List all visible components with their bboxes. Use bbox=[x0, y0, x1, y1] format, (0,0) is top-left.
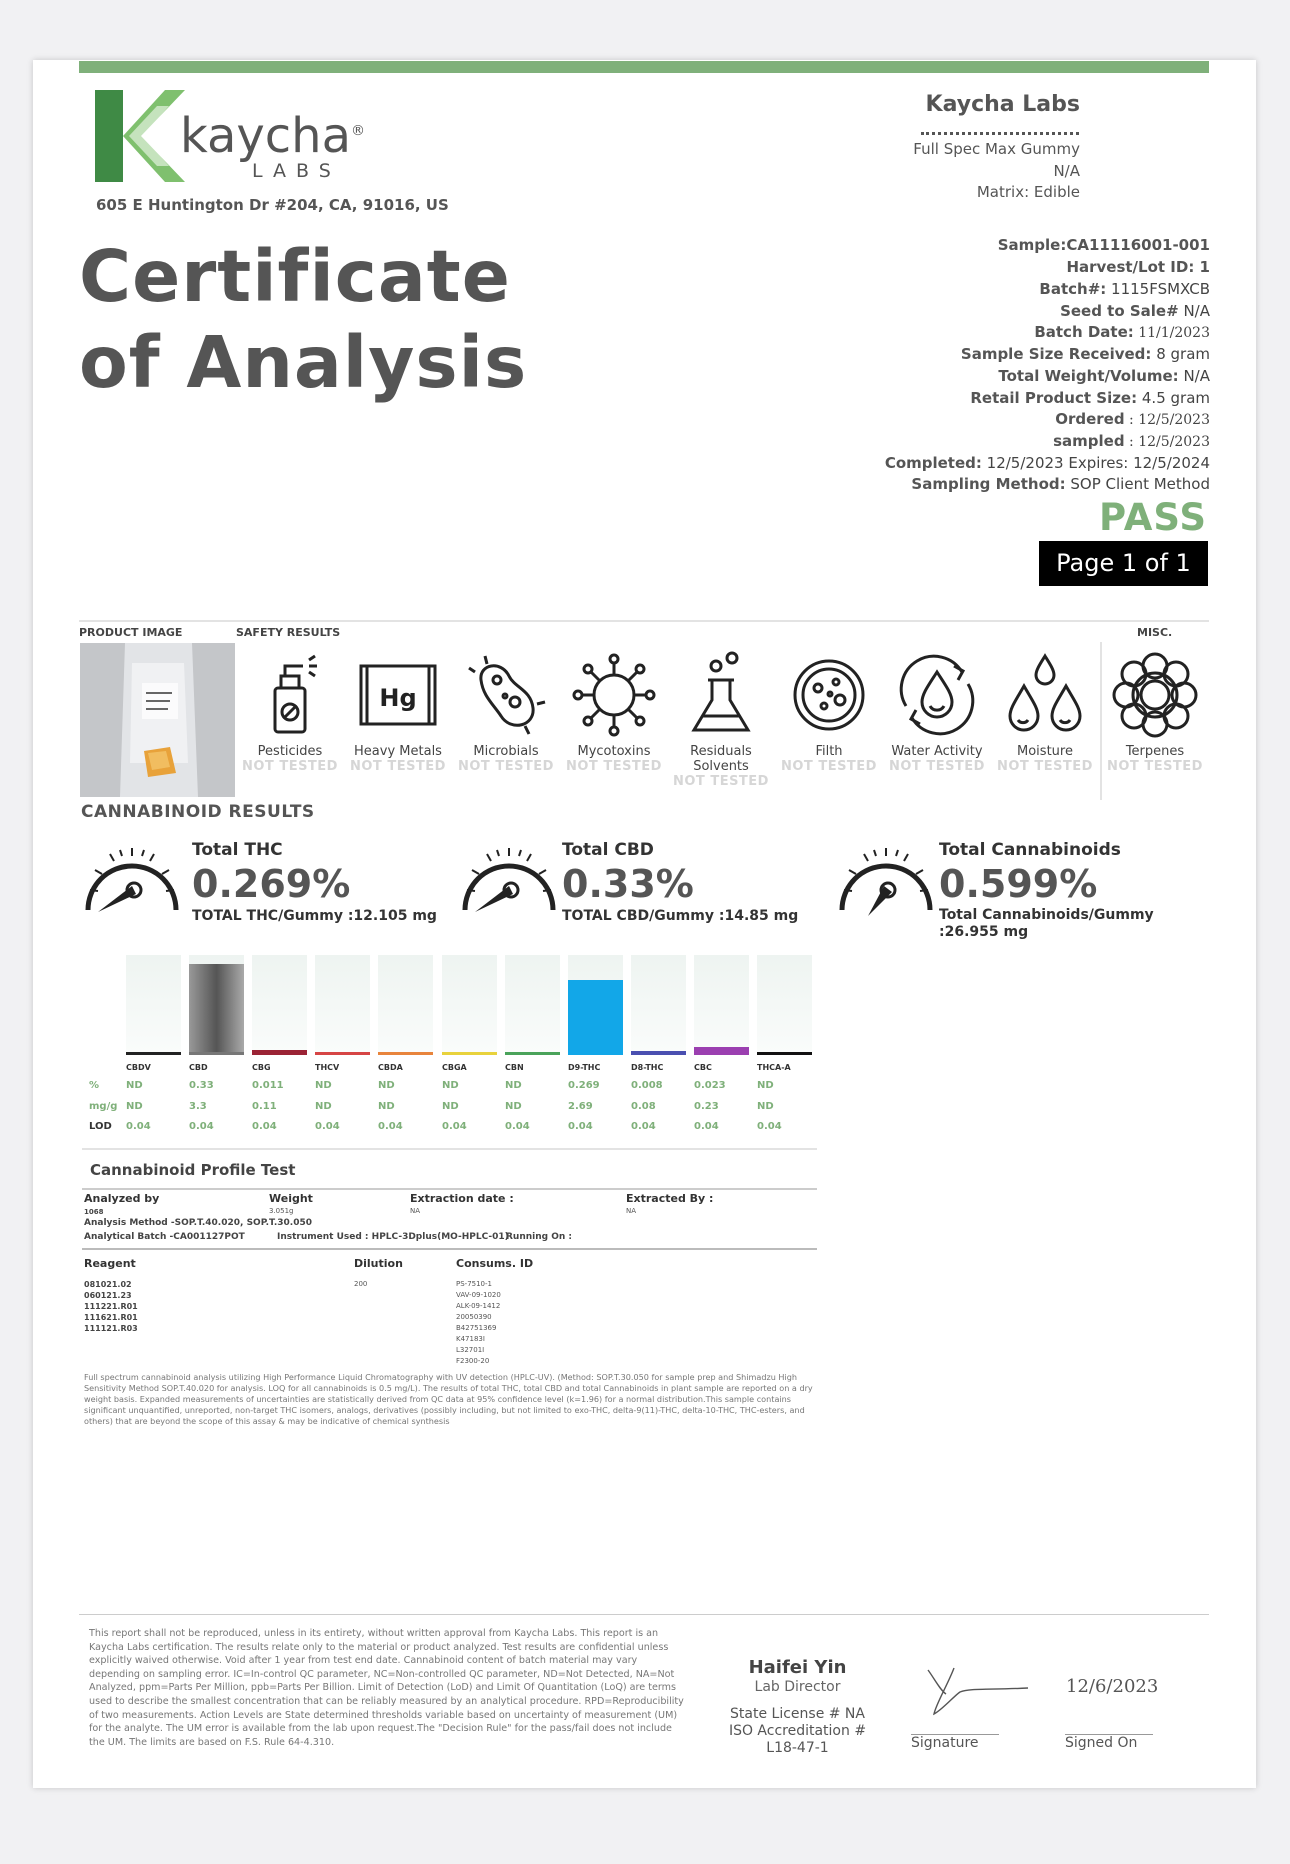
microbe-icon bbox=[461, 650, 551, 740]
value-cell-percent: 0.023 bbox=[694, 1080, 726, 1091]
safety-label: Filth bbox=[815, 744, 843, 759]
meta-value: 8 gram bbox=[1151, 345, 1210, 363]
droplets-icon bbox=[1000, 650, 1090, 740]
bar-column bbox=[757, 955, 812, 1053]
value-cell-mg-per-g: ND bbox=[378, 1101, 395, 1112]
value-cell-mg-per-g: ND bbox=[757, 1101, 774, 1112]
value-cell-mg-per-g: 0.23 bbox=[694, 1101, 719, 1112]
bar-column bbox=[189, 955, 244, 1053]
value-cell-mg-per-g: 3.3 bbox=[189, 1101, 207, 1112]
signature-image bbox=[920, 1660, 1030, 1720]
bar-column bbox=[442, 955, 497, 1053]
meta-label: Ordered bbox=[1055, 410, 1125, 428]
disclaimer-text: This report shall not be reproduced, unless in its entirety, without written approval from Kaycha Labs. This report is an Kaycha Labs certification. The results relate only to the material or product analyzed. Test results are confidential unless explicitly waived otherwise. Void after 1 year from test end date. Cannabinoid content of batch material may vary depending on sampling error. IC=In-control QC parameter, NC=Non-controlled QC parameter, ND=Not Detected, NA=Not Analyzed, ppm=Parts Per Million, ppb=Parts Per Billion. Limit of Detection (LoD) and Limit Of Quantitation (LoQ) are terms used to describe the smallest concentration that can be reliably measured by an analytical procedure. RPD=Reproducibility of two measurements. Action Levels are State determined thresholds variable based on uncertainty of measurement (UM) for the analyte. The UM error is available from the lab upon request.The "Decision Rule" for the pass/fail does not include the UM. The limits are based on F.S. Rule 64-4.310. bbox=[89, 1628, 684, 1748]
meta-row bbox=[1053, 432, 1210, 450]
analytical-batch: Analytical Batch -CA001127POT bbox=[84, 1232, 245, 1242]
value-cell-mg-per-g: ND bbox=[126, 1101, 143, 1112]
safety-status: NOT TESTED bbox=[1107, 759, 1203, 774]
safety-item bbox=[1105, 650, 1205, 775]
page-indicator: Page 1 of 1 bbox=[1039, 541, 1208, 586]
value-cell-percent: ND bbox=[442, 1080, 459, 1091]
meta-label: Sample:CA11116001-001 bbox=[997, 236, 1210, 254]
meta-row bbox=[961, 345, 1210, 363]
weight-value: 3.051g bbox=[269, 1207, 294, 1215]
safety-label: Pesticides bbox=[257, 744, 323, 759]
safety-label: Microbials bbox=[473, 744, 539, 759]
value-cell-percent: ND bbox=[505, 1080, 522, 1091]
value-cell-lod: 0.04 bbox=[126, 1121, 151, 1132]
meta-value: 4.5 gram bbox=[1137, 389, 1210, 407]
value-cell-lod: 0.04 bbox=[694, 1121, 719, 1132]
value-cell-percent: 0.269 bbox=[568, 1080, 600, 1091]
consums-item: F2300-20 bbox=[456, 1357, 490, 1365]
bar-column bbox=[378, 955, 433, 1053]
signer-role: Lab Director bbox=[754, 1679, 841, 1695]
value-cell-mg-per-g: ND bbox=[315, 1101, 332, 1112]
bar-baseline bbox=[189, 1052, 244, 1055]
safety-item bbox=[995, 650, 1095, 775]
meta-value: SOP Client Method bbox=[1065, 475, 1210, 493]
total-cannabinoids-label: Total Cannabinoids bbox=[939, 840, 1121, 860]
meta-row bbox=[1055, 410, 1210, 428]
bar-fill bbox=[568, 980, 623, 1053]
svg-text:Hg: Hg bbox=[379, 684, 417, 712]
analyzed-by-value: 1068 bbox=[84, 1208, 104, 1216]
bar-baseline bbox=[442, 1052, 497, 1055]
reagent-item: 060121.23 bbox=[84, 1291, 132, 1300]
meta-row bbox=[970, 389, 1210, 407]
signed-date: 12/6/2023 bbox=[1066, 1676, 1159, 1697]
safety-item bbox=[564, 650, 664, 775]
meta-row bbox=[998, 236, 1210, 254]
bar-baseline bbox=[126, 1052, 181, 1055]
bar-baseline bbox=[505, 1052, 560, 1055]
category-label: D9-THC bbox=[568, 1063, 601, 1072]
top-accent-bar bbox=[79, 61, 1209, 73]
meta-value: : 12/5/2023 bbox=[1124, 434, 1210, 450]
extraction-date-label: Extraction date : bbox=[410, 1192, 514, 1205]
lod-row-label: LOD bbox=[89, 1121, 112, 1132]
value-cell-percent: 0.33 bbox=[189, 1080, 214, 1091]
value-cell-mg-per-g: ND bbox=[505, 1101, 522, 1112]
safety-item bbox=[348, 650, 448, 775]
safety-status: NOT TESTED bbox=[566, 759, 662, 774]
bar-baseline bbox=[757, 1052, 812, 1055]
safety-status: NOT TESTED bbox=[673, 774, 769, 789]
safety-item bbox=[671, 650, 771, 790]
category-label: CBDV bbox=[126, 1063, 151, 1072]
footer-rule bbox=[79, 1614, 1209, 1615]
meta-value: N/A bbox=[1178, 302, 1210, 320]
iso-accreditation-number: L18-47-1 bbox=[766, 1740, 829, 1756]
total-cbd-per-gummy: TOTAL CBD/Gummy :14.85 mg bbox=[562, 908, 799, 924]
meta-row bbox=[1060, 302, 1210, 320]
extracted-by-label: Extracted By : bbox=[626, 1192, 714, 1205]
meta-label: Batch#: bbox=[1039, 280, 1107, 298]
meta-row bbox=[1066, 258, 1210, 276]
safety-item bbox=[887, 650, 987, 775]
logo-wordmark: kaycha® bbox=[180, 108, 365, 164]
total-cbd-value: 0.33% bbox=[562, 862, 694, 906]
consums-item: L32701I bbox=[456, 1346, 485, 1354]
value-cell-lod: 0.04 bbox=[442, 1121, 467, 1132]
meta-value: 12/5/2023 Expires: 12/5/2024 bbox=[981, 454, 1210, 472]
reagent-item: 111221.R01 bbox=[84, 1302, 138, 1311]
product-name: Full Spec Max Gummy bbox=[913, 140, 1080, 158]
value-cell-lod: 0.04 bbox=[631, 1121, 656, 1132]
value-cell-percent: ND bbox=[378, 1080, 395, 1091]
cbd-gauge-icon bbox=[457, 838, 561, 918]
category-label: CBN bbox=[505, 1063, 524, 1072]
mg-row-label: mg/g bbox=[89, 1101, 118, 1112]
value-cell-lod: 0.04 bbox=[757, 1121, 782, 1132]
value-cell-lod: 0.04 bbox=[505, 1121, 530, 1132]
product-image-label: PRODUCT IMAGE bbox=[79, 626, 183, 639]
total-cannabinoids-per-gummy: Total Cannabinoids/Gummy :26.955 mg bbox=[939, 907, 1154, 940]
bar-column bbox=[568, 955, 623, 1053]
total-cbd-label: Total CBD bbox=[562, 840, 654, 860]
safety-item bbox=[456, 650, 556, 775]
hg-element-icon bbox=[353, 650, 443, 740]
kaycha-logo-mark-icon bbox=[95, 90, 185, 182]
instrument-used: Instrument Used : HPLC-3Dplus(MO-HPLC-01) bbox=[277, 1232, 509, 1242]
signature-caption: Signature bbox=[911, 1735, 979, 1751]
safety-label: Water Activity bbox=[891, 744, 983, 759]
petri-dish-icon bbox=[784, 650, 874, 740]
category-label: CBG bbox=[252, 1063, 271, 1072]
profile-header-rule bbox=[82, 1188, 817, 1190]
meta-row bbox=[885, 454, 1210, 472]
bar-baseline bbox=[568, 1052, 623, 1055]
bar-column bbox=[252, 955, 307, 1053]
reagent-rule bbox=[82, 1248, 817, 1250]
bar-column bbox=[126, 955, 181, 1053]
safety-status: NOT TESTED bbox=[889, 759, 985, 774]
meta-label: Harvest/Lot ID: 1 bbox=[1066, 258, 1210, 276]
reagent-label: Reagent bbox=[84, 1257, 136, 1270]
reagent-item: 111621.R01 bbox=[84, 1313, 138, 1322]
value-cell-mg-per-g: 2.69 bbox=[568, 1101, 593, 1112]
category-label: CBDA bbox=[378, 1063, 403, 1072]
misc-separator bbox=[1100, 642, 1102, 800]
extracted-by-value: NA bbox=[626, 1207, 637, 1215]
water-drop-cycle-icon bbox=[892, 650, 982, 740]
running-on: Running On : bbox=[506, 1232, 573, 1242]
value-cell-percent: ND bbox=[757, 1080, 774, 1091]
safety-status: NOT TESTED bbox=[242, 759, 338, 774]
consums-item: K47183I bbox=[456, 1335, 485, 1343]
bar-baseline bbox=[378, 1052, 433, 1055]
safety-status: NOT TESTED bbox=[781, 759, 877, 774]
bar-fill bbox=[189, 964, 244, 1053]
method-footnote: Full spectrum cannabinoid analysis utilizing High Performance Liquid Chromatography with UV detection (HPLC-UV). (Method: SOP.T.30.050 for sample prep and Shimadzu High Sensitivity Method SOP.T.40.020 for analysis. LOQ for all cannabinoids is 0.5 mg/L). The results of total THC, total CBD and total Cannabinoids in plant sample are reported on a dry weight basis. Expanded measurements of uncertainties are statistically derived from QC data at 95% confidence level (k=1.96) for a normal distribution.This sample contains significant unquantified, unreported, non-target THC isomers, analogs, derivatives (possibly including, but not limited to exo-THC, delta-9(11)-THC, delta-10-THC, THC-esters, and others) that are beyond the scope of this assay & may be indicative of chemical synthesis bbox=[84, 1372, 813, 1426]
iso-accreditation-label: ISO Accreditation # bbox=[728, 1723, 867, 1739]
thc-gauge-icon bbox=[80, 838, 184, 918]
safety-label: Terpenes bbox=[1125, 744, 1185, 759]
bar-column bbox=[315, 955, 370, 1053]
consums-id-label: Consums. ID bbox=[456, 1257, 534, 1270]
meta-value: 11/1/2023 bbox=[1133, 325, 1210, 341]
meta-label: sampled bbox=[1053, 432, 1125, 450]
meta-value: N/A bbox=[1178, 367, 1210, 385]
meta-label: Retail Product Size: bbox=[970, 389, 1138, 407]
total-thc-label: Total THC bbox=[192, 840, 283, 860]
lab-name: Kaycha Labs bbox=[925, 92, 1080, 117]
meta-label: Sampling Method: bbox=[911, 475, 1066, 493]
total-thc-value: 0.269% bbox=[192, 862, 351, 906]
consums-item: VAV-09-1020 bbox=[456, 1291, 501, 1299]
meta-row bbox=[1039, 280, 1210, 298]
profile-title: Cannabinoid Profile Test bbox=[90, 1161, 296, 1179]
section-divider bbox=[79, 620, 1209, 622]
percent-row-label: % bbox=[89, 1080, 100, 1091]
safety-status: NOT TESTED bbox=[350, 759, 446, 774]
profile-divider bbox=[82, 1148, 817, 1150]
category-label: CBGA bbox=[442, 1063, 467, 1072]
value-cell-lod: 0.04 bbox=[315, 1121, 340, 1132]
reagent-item: 081021.02 bbox=[84, 1280, 132, 1289]
cannabinoid-results-title: CANNABINOID RESULTS bbox=[81, 802, 315, 822]
category-label: CBD bbox=[189, 1063, 208, 1072]
page-title: Certificate of Analysis bbox=[79, 235, 528, 404]
meta-row bbox=[998, 367, 1210, 385]
category-label: CBC bbox=[694, 1063, 712, 1072]
status-badge: PASS bbox=[1099, 496, 1207, 539]
weight-label: Weight bbox=[269, 1192, 313, 1205]
category-label: THCA-A bbox=[757, 1063, 791, 1072]
virus-icon bbox=[569, 650, 659, 740]
value-cell-percent: 0.008 bbox=[631, 1080, 663, 1091]
misc-label: MISC. bbox=[1137, 626, 1173, 639]
meta-label: Seed to Sale# bbox=[1060, 302, 1179, 320]
safety-label: Mycotoxins bbox=[577, 744, 651, 759]
category-label: THCV bbox=[315, 1063, 340, 1072]
value-cell-mg-per-g: 0.11 bbox=[252, 1101, 277, 1112]
flower-icon bbox=[1110, 650, 1200, 740]
bar-baseline bbox=[315, 1052, 370, 1055]
meta-value: : 12/5/2023 bbox=[1124, 412, 1210, 428]
safety-status: NOT TESTED bbox=[997, 759, 1093, 774]
total-cannabinoids-value: 0.599% bbox=[939, 862, 1098, 906]
meta-row bbox=[911, 475, 1210, 493]
bar-baseline bbox=[631, 1052, 686, 1055]
safety-results-label: SAFETY RESULTS bbox=[236, 626, 341, 639]
meta-label: Batch Date: bbox=[1034, 323, 1134, 341]
signer-name: Haifei Yin bbox=[748, 1657, 847, 1678]
dilution-label: Dilution bbox=[354, 1257, 403, 1270]
safety-label: Heavy Metals bbox=[354, 744, 442, 759]
meta-label: Completed: bbox=[884, 454, 982, 472]
dilution-value: 200 bbox=[354, 1280, 368, 1288]
consums-item: PS-7510-1 bbox=[456, 1280, 492, 1288]
signed-on-caption: Signed On bbox=[1065, 1735, 1138, 1751]
value-cell-percent: ND bbox=[126, 1080, 143, 1091]
total-cannabinoids-gauge-icon bbox=[834, 838, 938, 918]
product-na: N/A bbox=[1053, 162, 1080, 180]
value-cell-mg-per-g: 0.08 bbox=[631, 1101, 656, 1112]
category-label: D8-THC bbox=[631, 1063, 664, 1072]
bar-baseline bbox=[252, 1052, 307, 1055]
bar-column bbox=[505, 955, 560, 1053]
value-cell-lod: 0.04 bbox=[568, 1121, 593, 1132]
safety-label: Moisture bbox=[1017, 744, 1073, 759]
value-cell-percent: 0.011 bbox=[252, 1080, 284, 1091]
value-cell-lod: 0.04 bbox=[189, 1121, 214, 1132]
analyzed-by-label: Analyzed by bbox=[84, 1192, 160, 1205]
bar-column bbox=[694, 955, 749, 1053]
spray-bottle-icon bbox=[245, 650, 335, 740]
logo-labs-text: LABS bbox=[252, 160, 341, 182]
dotted-divider bbox=[921, 132, 1079, 135]
consums-item: B42751369 bbox=[456, 1324, 497, 1332]
analysis-method: Analysis Method -SOP.T.40.020, SOP.T.30.050 bbox=[84, 1218, 312, 1228]
product-matrix: Matrix: Edible bbox=[976, 183, 1080, 201]
state-license: State License # NA bbox=[730, 1706, 865, 1722]
safety-item bbox=[240, 650, 340, 775]
meta-row bbox=[1034, 323, 1210, 341]
value-cell-mg-per-g: ND bbox=[442, 1101, 459, 1112]
product-image bbox=[80, 643, 235, 797]
value-cell-percent: ND bbox=[315, 1080, 332, 1091]
extraction-date-value: NA bbox=[410, 1207, 421, 1215]
bar-column bbox=[631, 955, 686, 1053]
safety-status: NOT TESTED bbox=[458, 759, 554, 774]
safety-label: Residuals Solvents bbox=[690, 744, 752, 774]
meta-label: Sample Size Received: bbox=[960, 345, 1152, 363]
bar-baseline bbox=[694, 1052, 749, 1055]
consums-item: 20050390 bbox=[456, 1313, 492, 1321]
value-cell-lod: 0.04 bbox=[378, 1121, 403, 1132]
lab-address: 605 E Huntington Dr #204, CA, 91016, US bbox=[96, 196, 449, 214]
safety-item bbox=[779, 650, 879, 775]
flask-icon bbox=[676, 650, 766, 740]
value-cell-lod: 0.04 bbox=[252, 1121, 277, 1132]
meta-value: 1115FSMXCB bbox=[1106, 280, 1210, 298]
reagent-item: 111121.R03 bbox=[84, 1324, 138, 1333]
total-thc-per-gummy: TOTAL THC/Gummy :12.105 mg bbox=[192, 908, 437, 924]
meta-label: Total Weight/Volume: bbox=[998, 367, 1179, 385]
consums-item: ALK-09-1412 bbox=[456, 1302, 501, 1310]
